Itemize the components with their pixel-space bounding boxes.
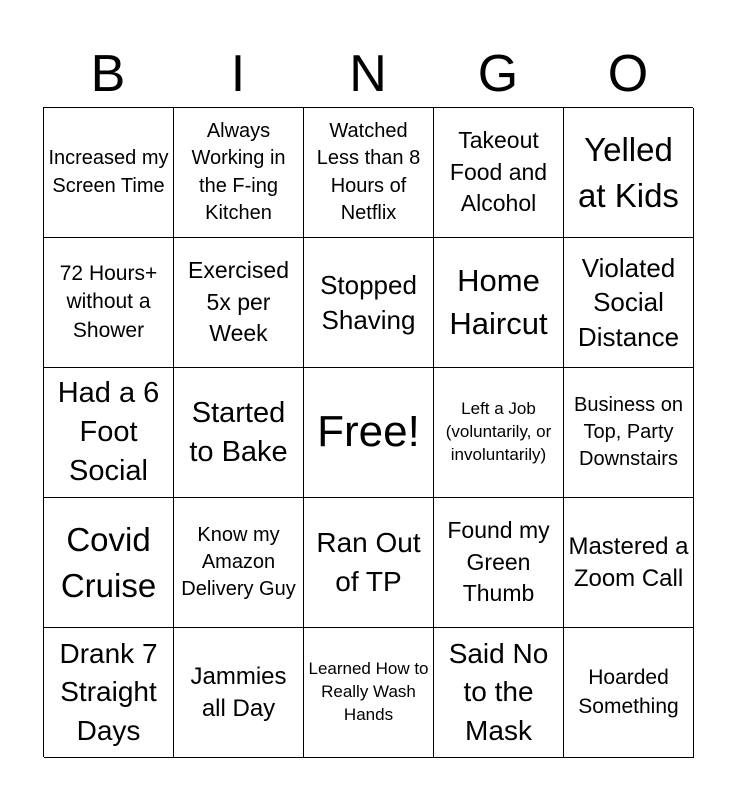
bingo-cell[interactable] (564, 368, 694, 498)
cell-label: Hoarded Something (578, 666, 679, 718)
bingo-header (43, 42, 693, 106)
bingo-cell[interactable] (304, 238, 434, 368)
bingo-cell[interactable] (174, 498, 304, 628)
header-letter-b: B (90, 45, 126, 103)
header-letter-n: N (349, 45, 387, 103)
bingo-cell[interactable] (174, 628, 304, 758)
cell-label: Business on Top, Party Downstairs (574, 393, 683, 471)
bingo-cell[interactable] (434, 368, 564, 498)
bingo-cell[interactable] (174, 368, 304, 498)
bingo-cell[interactable] (304, 628, 434, 758)
header-letter-g: G (477, 45, 519, 103)
cell-label: Always Working in the F-ing Kitchen (191, 120, 286, 224)
bingo-cell[interactable] (44, 628, 174, 758)
cell-label: Said No to the Mask (448, 638, 549, 746)
cell-label: Found my Green Thumb (447, 516, 550, 607)
cell-label: Takeout Food and Alcohol (449, 126, 548, 217)
bingo-cell[interactable] (434, 498, 564, 628)
bingo-cell[interactable] (174, 108, 304, 238)
cell-label: Yelled at Kids (578, 130, 679, 214)
cell-label: Know my Amazon Delivery Guy (181, 523, 296, 601)
bingo-cell[interactable] (304, 498, 434, 628)
cell-label: Jammies all Day (190, 662, 287, 722)
cell-label: Covid Cruise (60, 520, 157, 604)
header-letter-i: I (230, 45, 246, 103)
cell-label: Started to Bake (189, 396, 288, 468)
cell-label: Mastered a Zoom Call (568, 532, 689, 592)
cell-label: Drank 7 Straight Days (59, 638, 158, 746)
cell-label: Violated Social Distance (577, 253, 680, 352)
cell-label: Home Haircut (449, 262, 548, 341)
bingo-cell[interactable] (434, 108, 564, 238)
bingo-cell[interactable] (564, 498, 694, 628)
bingo-cell[interactable] (174, 238, 304, 368)
bingo-cell[interactable] (44, 368, 174, 498)
cell-label: Increased my Screen Time (48, 147, 169, 197)
bingo-board (43, 107, 693, 757)
cell-label: Had a 6 Foot Social (57, 377, 160, 487)
cell-label: Ran Out of TP (316, 527, 421, 597)
bingo-cell[interactable] (434, 628, 564, 758)
bingo-cell[interactable] (44, 238, 174, 368)
cell-label: Learned How to Really Wash Hands (308, 659, 429, 724)
bingo-cell[interactable] (304, 108, 434, 238)
bingo-cell[interactable] (564, 628, 694, 758)
cell-label: Exercised 5x per Week (188, 256, 289, 347)
bingo-cell[interactable] (44, 498, 174, 628)
header-letter-o: O (607, 45, 649, 103)
cell-label: Watched Less than 8 Hours of Netflix (316, 120, 421, 224)
free-space-cell[interactable] (304, 368, 434, 498)
bingo-cell[interactable] (564, 238, 694, 368)
bingo-cell[interactable] (434, 238, 564, 368)
cell-label: 72 Hours+ without a Shower (59, 262, 158, 342)
cell-label: Stopped Shaving (320, 270, 417, 335)
cell-label: Left a Job (voluntarily, or involuntarily) (445, 399, 552, 464)
bingo-cell[interactable] (44, 108, 174, 238)
bingo-cell[interactable] (564, 108, 694, 238)
free-space-label: Free! (317, 407, 420, 457)
